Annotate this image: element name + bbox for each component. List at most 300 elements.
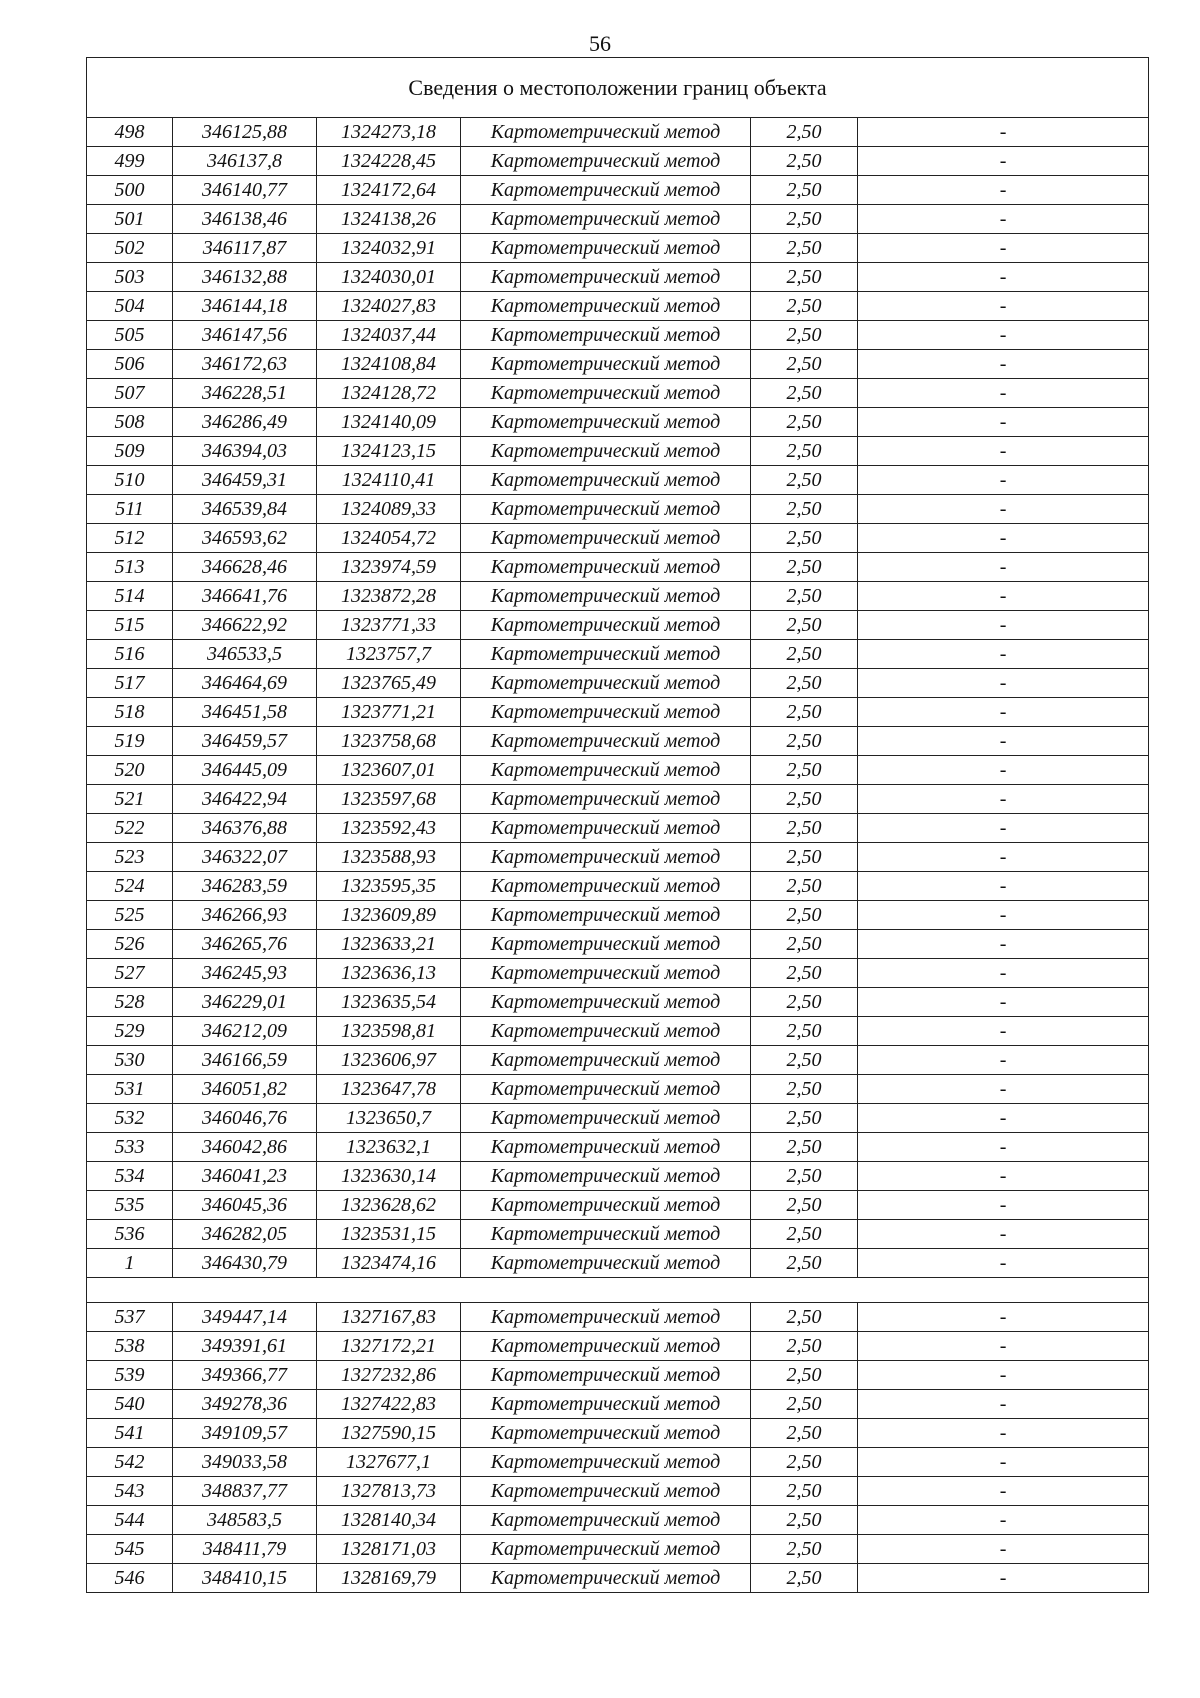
y-coordinate-cell: 1323531,15: [317, 1220, 461, 1249]
point-number-cell: 504: [87, 292, 173, 321]
accuracy-cell: 2,50: [751, 205, 858, 234]
determination-method-cell: Картометрический метод: [461, 814, 751, 843]
description-cell: -: [858, 437, 1149, 466]
y-coordinate-cell: 1323872,28: [317, 582, 461, 611]
x-coordinate-cell: 346464,69: [173, 669, 317, 698]
accuracy-cell: 2,50: [751, 814, 858, 843]
description-cell: -: [858, 466, 1149, 495]
table-row: [87, 901, 1149, 930]
determination-method-cell: Картометрический метод: [461, 1075, 751, 1104]
y-coordinate-cell: 1323606,97: [317, 1046, 461, 1075]
table-row: [87, 495, 1149, 524]
table-row: [87, 118, 1149, 147]
determination-method-cell: Картометрический метод: [461, 524, 751, 553]
accuracy-cell: 2,50: [751, 785, 858, 814]
table-row: [87, 234, 1149, 263]
x-coordinate-cell: 346451,58: [173, 698, 317, 727]
accuracy-cell: 2,50: [751, 292, 858, 321]
description-cell: -: [858, 1162, 1149, 1191]
point-number-cell: 518: [87, 698, 173, 727]
page-number: 56: [589, 31, 611, 56]
y-coordinate-cell: 1324123,15: [317, 437, 461, 466]
accuracy-cell: 2,50: [751, 988, 858, 1017]
determination-method-cell: Картометрический метод: [461, 321, 751, 350]
table-row: [87, 1133, 1149, 1162]
table-row: [87, 1303, 1149, 1332]
x-coordinate-cell: 346137,8: [173, 147, 317, 176]
accuracy-cell: 2,50: [751, 263, 858, 292]
y-coordinate-cell: 1323765,49: [317, 669, 461, 698]
table-row: [87, 669, 1149, 698]
accuracy-cell: 2,50: [751, 640, 858, 669]
y-coordinate-cell: 1323630,14: [317, 1162, 461, 1191]
y-coordinate-cell: 1324110,41: [317, 466, 461, 495]
table-row: [87, 988, 1149, 1017]
table-row: [87, 1046, 1149, 1075]
description-cell: -: [858, 350, 1149, 379]
point-number-cell: 503: [87, 263, 173, 292]
table-row: [87, 843, 1149, 872]
x-coordinate-cell: 349391,61: [173, 1332, 317, 1361]
description-cell: -: [858, 118, 1149, 147]
y-coordinate-cell: 1323633,21: [317, 930, 461, 959]
determination-method-cell: Картометрический метод: [461, 1249, 751, 1278]
table-row: [87, 872, 1149, 901]
accuracy-cell: 2,50: [751, 553, 858, 582]
determination-method-cell: Картометрический метод: [461, 959, 751, 988]
description-cell: -: [858, 1448, 1149, 1477]
x-coordinate-cell: 346593,62: [173, 524, 317, 553]
table-row: [87, 147, 1149, 176]
boundary-coordinates-table: [86, 57, 1149, 1593]
determination-method-cell: Картометрический метод: [461, 640, 751, 669]
y-coordinate-cell: 1323628,62: [317, 1191, 461, 1220]
y-coordinate-cell: 1323650,7: [317, 1104, 461, 1133]
determination-method-cell: Картометрический метод: [461, 379, 751, 408]
description-cell: -: [858, 1390, 1149, 1419]
point-number-cell: 514: [87, 582, 173, 611]
accuracy-cell: 2,50: [751, 1361, 858, 1390]
accuracy-cell: 2,50: [751, 1535, 858, 1564]
point-number-cell: 499: [87, 147, 173, 176]
table-title-row: [87, 58, 1149, 118]
y-coordinate-cell: 1323757,7: [317, 640, 461, 669]
y-coordinate-cell: 1324140,09: [317, 408, 461, 437]
determination-method-cell: Картометрический метод: [461, 1477, 751, 1506]
y-coordinate-cell: 1328171,03: [317, 1535, 461, 1564]
y-coordinate-cell: 1324032,91: [317, 234, 461, 263]
table-row: [87, 1017, 1149, 1046]
table-row: [87, 611, 1149, 640]
x-coordinate-cell: 346147,56: [173, 321, 317, 350]
point-number-cell: 519: [87, 727, 173, 756]
x-coordinate-cell: 346459,31: [173, 466, 317, 495]
x-coordinate-cell: 346622,92: [173, 611, 317, 640]
x-coordinate-cell: 346051,82: [173, 1075, 317, 1104]
point-number-cell: 521: [87, 785, 173, 814]
y-coordinate-cell: 1327422,83: [317, 1390, 461, 1419]
x-coordinate-cell: 346125,88: [173, 118, 317, 147]
table-row: [87, 1361, 1149, 1390]
point-number-cell: 543: [87, 1477, 173, 1506]
description-cell: -: [858, 669, 1149, 698]
description-cell: -: [858, 1220, 1149, 1249]
table-row: [87, 1220, 1149, 1249]
y-coordinate-cell: 1323592,43: [317, 814, 461, 843]
description-cell: -: [858, 1075, 1149, 1104]
x-coordinate-cell: 346322,07: [173, 843, 317, 872]
determination-method-cell: Картометрический метод: [461, 785, 751, 814]
point-number-cell: 540: [87, 1390, 173, 1419]
table-row: [87, 292, 1149, 321]
point-number-cell: 509: [87, 437, 173, 466]
accuracy-cell: 2,50: [751, 1075, 858, 1104]
point-number-cell: 544: [87, 1506, 173, 1535]
table-row: [87, 698, 1149, 727]
determination-method-cell: Картометрический метод: [461, 872, 751, 901]
accuracy-cell: 2,50: [751, 1162, 858, 1191]
y-coordinate-cell: 1324128,72: [317, 379, 461, 408]
determination-method-cell: Картометрический метод: [461, 408, 751, 437]
description-cell: -: [858, 959, 1149, 988]
x-coordinate-cell: 346283,59: [173, 872, 317, 901]
determination-method-cell: Картометрический метод: [461, 1104, 751, 1133]
y-coordinate-cell: 1323758,68: [317, 727, 461, 756]
accuracy-cell: 2,50: [751, 669, 858, 698]
table-row: [87, 1419, 1149, 1448]
description-cell: -: [858, 1191, 1149, 1220]
description-cell: -: [858, 1535, 1149, 1564]
y-coordinate-cell: 1324228,45: [317, 147, 461, 176]
table-row: [87, 727, 1149, 756]
determination-method-cell: Картометрический метод: [461, 147, 751, 176]
y-coordinate-cell: 1323595,35: [317, 872, 461, 901]
point-number-cell: 542: [87, 1448, 173, 1477]
determination-method-cell: Картометрический метод: [461, 698, 751, 727]
y-coordinate-cell: 1327172,21: [317, 1332, 461, 1361]
accuracy-cell: 2,50: [751, 1104, 858, 1133]
accuracy-cell: 2,50: [751, 466, 858, 495]
accuracy-cell: 2,50: [751, 959, 858, 988]
y-coordinate-cell: 1323632,1: [317, 1133, 461, 1162]
accuracy-cell: 2,50: [751, 1133, 858, 1162]
accuracy-cell: 2,50: [751, 1191, 858, 1220]
determination-method-cell: Картометрический метод: [461, 1506, 751, 1535]
y-coordinate-cell: 1328140,34: [317, 1506, 461, 1535]
x-coordinate-cell: 346376,88: [173, 814, 317, 843]
accuracy-cell: 2,50: [751, 234, 858, 263]
point-number-cell: 498: [87, 118, 173, 147]
determination-method-cell: Картометрический метод: [461, 1419, 751, 1448]
determination-method-cell: Картометрический метод: [461, 118, 751, 147]
determination-method-cell: Картометрический метод: [461, 1191, 751, 1220]
point-number-cell: 531: [87, 1075, 173, 1104]
x-coordinate-cell: 349366,77: [173, 1361, 317, 1390]
determination-method-cell: Картометрический метод: [461, 1361, 751, 1390]
x-coordinate-cell: 346172,63: [173, 350, 317, 379]
accuracy-cell: 2,50: [751, 582, 858, 611]
y-coordinate-cell: 1324027,83: [317, 292, 461, 321]
point-number-cell: 505: [87, 321, 173, 350]
accuracy-cell: 2,50: [751, 176, 858, 205]
determination-method-cell: Картометрический метод: [461, 901, 751, 930]
description-cell: -: [858, 1361, 1149, 1390]
determination-method-cell: Картометрический метод: [461, 553, 751, 582]
accuracy-cell: 2,50: [751, 1220, 858, 1249]
y-coordinate-cell: 1324273,18: [317, 118, 461, 147]
x-coordinate-cell: 346422,94: [173, 785, 317, 814]
point-number-cell: 524: [87, 872, 173, 901]
y-coordinate-cell: 1323588,93: [317, 843, 461, 872]
description-cell: -: [858, 1477, 1149, 1506]
determination-method-cell: Картометрический метод: [461, 1332, 751, 1361]
point-number-cell: 537: [87, 1303, 173, 1332]
description-cell: -: [858, 176, 1149, 205]
description-cell: -: [858, 1564, 1149, 1593]
y-coordinate-cell: 1323474,16: [317, 1249, 461, 1278]
y-coordinate-cell: 1323771,21: [317, 698, 461, 727]
y-coordinate-cell: 1324037,44: [317, 321, 461, 350]
table-row: [87, 524, 1149, 553]
y-coordinate-cell: 1327813,73: [317, 1477, 461, 1506]
x-coordinate-cell: 346046,76: [173, 1104, 317, 1133]
accuracy-cell: 2,50: [751, 1477, 858, 1506]
x-coordinate-cell: 346166,59: [173, 1046, 317, 1075]
determination-method-cell: Картометрический метод: [461, 1017, 751, 1046]
accuracy-cell: 2,50: [751, 118, 858, 147]
description-cell: -: [858, 640, 1149, 669]
x-coordinate-cell: 346140,77: [173, 176, 317, 205]
y-coordinate-cell: 1327232,86: [317, 1361, 461, 1390]
x-coordinate-cell: 346459,57: [173, 727, 317, 756]
description-cell: -: [858, 814, 1149, 843]
point-number-cell: 517: [87, 669, 173, 698]
accuracy-cell: 2,50: [751, 756, 858, 785]
accuracy-cell: 2,50: [751, 1448, 858, 1477]
x-coordinate-cell: 346042,86: [173, 1133, 317, 1162]
table-row: [87, 1104, 1149, 1133]
point-number-cell: 511: [87, 495, 173, 524]
x-coordinate-cell: 346533,5: [173, 640, 317, 669]
description-cell: -: [858, 727, 1149, 756]
point-number-cell: 534: [87, 1162, 173, 1191]
determination-method-cell: Картометрический метод: [461, 843, 751, 872]
x-coordinate-cell: 349033,58: [173, 1448, 317, 1477]
point-number-cell: 525: [87, 901, 173, 930]
x-coordinate-cell: 346430,79: [173, 1249, 317, 1278]
description-cell: -: [858, 1506, 1149, 1535]
point-number-cell: 510: [87, 466, 173, 495]
x-coordinate-cell: 346132,88: [173, 263, 317, 292]
determination-method-cell: Картометрический метод: [461, 1448, 751, 1477]
point-number-cell: 536: [87, 1220, 173, 1249]
accuracy-cell: 2,50: [751, 1017, 858, 1046]
description-cell: -: [858, 495, 1149, 524]
y-coordinate-cell: 1323636,13: [317, 959, 461, 988]
point-number-cell: 535: [87, 1191, 173, 1220]
description-cell: -: [858, 1133, 1149, 1162]
table-body: [87, 58, 1149, 1593]
determination-method-cell: Картометрический метод: [461, 350, 751, 379]
x-coordinate-cell: 346266,93: [173, 901, 317, 930]
description-cell: -: [858, 872, 1149, 901]
y-coordinate-cell: 1327167,83: [317, 1303, 461, 1332]
point-number-cell: 507: [87, 379, 173, 408]
point-number-cell: 545: [87, 1535, 173, 1564]
description-cell: -: [858, 292, 1149, 321]
table-row: [87, 959, 1149, 988]
accuracy-cell: 2,50: [751, 901, 858, 930]
description-cell: -: [858, 321, 1149, 350]
table-row: [87, 263, 1149, 292]
y-coordinate-cell: 1324108,84: [317, 350, 461, 379]
accuracy-cell: 2,50: [751, 698, 858, 727]
accuracy-cell: 2,50: [751, 843, 858, 872]
y-coordinate-cell: 1323635,54: [317, 988, 461, 1017]
point-number-cell: 530: [87, 1046, 173, 1075]
accuracy-cell: 2,50: [751, 495, 858, 524]
accuracy-cell: 2,50: [751, 1046, 858, 1075]
point-number-cell: 529: [87, 1017, 173, 1046]
x-coordinate-cell: 346229,01: [173, 988, 317, 1017]
description-cell: -: [858, 698, 1149, 727]
determination-method-cell: Картометрический метод: [461, 727, 751, 756]
table-row: [87, 321, 1149, 350]
contour-separator-cell: [87, 1278, 1149, 1303]
description-cell: -: [858, 843, 1149, 872]
y-coordinate-cell: 1323771,33: [317, 611, 461, 640]
x-coordinate-cell: 349278,36: [173, 1390, 317, 1419]
table-row: [87, 640, 1149, 669]
y-coordinate-cell: 1324138,26: [317, 205, 461, 234]
y-coordinate-cell: 1324030,01: [317, 263, 461, 292]
point-number-cell: 506: [87, 350, 173, 379]
table-title: Сведения о местоположении границ объекта: [87, 58, 1149, 118]
accuracy-cell: 2,50: [751, 524, 858, 553]
accuracy-cell: 2,50: [751, 1506, 858, 1535]
x-coordinate-cell: 346245,93: [173, 959, 317, 988]
determination-method-cell: Картометрический метод: [461, 1303, 751, 1332]
y-coordinate-cell: 1323974,59: [317, 553, 461, 582]
table-row: [87, 1535, 1149, 1564]
x-coordinate-cell: 346445,09: [173, 756, 317, 785]
accuracy-cell: 2,50: [751, 350, 858, 379]
y-coordinate-cell: 1328169,79: [317, 1564, 461, 1593]
accuracy-cell: 2,50: [751, 930, 858, 959]
table-row: [87, 930, 1149, 959]
description-cell: -: [858, 756, 1149, 785]
y-coordinate-cell: 1323607,01: [317, 756, 461, 785]
description-cell: -: [858, 1104, 1149, 1133]
description-cell: -: [858, 1419, 1149, 1448]
accuracy-cell: 2,50: [751, 1249, 858, 1278]
table-row: [87, 1506, 1149, 1535]
table-row: [87, 1162, 1149, 1191]
determination-method-cell: Картометрический метод: [461, 582, 751, 611]
determination-method-cell: Картометрический метод: [461, 1046, 751, 1075]
point-number-cell: 501: [87, 205, 173, 234]
table-row: [87, 1564, 1149, 1593]
y-coordinate-cell: 1327590,15: [317, 1419, 461, 1448]
table-row: [87, 1477, 1149, 1506]
point-number-cell: 516: [87, 640, 173, 669]
point-number-cell: 532: [87, 1104, 173, 1133]
table-row: [87, 205, 1149, 234]
table-row: [87, 408, 1149, 437]
point-number-cell: 523: [87, 843, 173, 872]
y-coordinate-cell: 1323597,68: [317, 785, 461, 814]
determination-method-cell: Картометрический метод: [461, 930, 751, 959]
table-row: [87, 814, 1149, 843]
accuracy-cell: 2,50: [751, 1564, 858, 1593]
point-number-cell: 533: [87, 1133, 173, 1162]
x-coordinate-cell: 346117,87: [173, 234, 317, 263]
y-coordinate-cell: 1323598,81: [317, 1017, 461, 1046]
determination-method-cell: Картометрический метод: [461, 205, 751, 234]
point-number-cell: 526: [87, 930, 173, 959]
accuracy-cell: 2,50: [751, 147, 858, 176]
description-cell: -: [858, 1249, 1149, 1278]
x-coordinate-cell: 346138,46: [173, 205, 317, 234]
x-coordinate-cell: 348583,5: [173, 1506, 317, 1535]
description-cell: -: [858, 901, 1149, 930]
description-cell: -: [858, 1303, 1149, 1332]
description-cell: -: [858, 582, 1149, 611]
description-cell: -: [858, 234, 1149, 263]
description-cell: -: [858, 611, 1149, 640]
determination-method-cell: Картометрический метод: [461, 437, 751, 466]
description-cell: -: [858, 785, 1149, 814]
x-coordinate-cell: 346144,18: [173, 292, 317, 321]
x-coordinate-cell: 346212,09: [173, 1017, 317, 1046]
accuracy-cell: 2,50: [751, 611, 858, 640]
x-coordinate-cell: 346265,76: [173, 930, 317, 959]
table-row: [87, 1390, 1149, 1419]
description-cell: -: [858, 524, 1149, 553]
point-number-cell: 1: [87, 1249, 173, 1278]
description-cell: -: [858, 988, 1149, 1017]
accuracy-cell: 2,50: [751, 321, 858, 350]
accuracy-cell: 2,50: [751, 1419, 858, 1448]
determination-method-cell: Картометрический метод: [461, 234, 751, 263]
determination-method-cell: Картометрический метод: [461, 263, 751, 292]
description-cell: -: [858, 205, 1149, 234]
x-coordinate-cell: 346045,36: [173, 1191, 317, 1220]
point-number-cell: 502: [87, 234, 173, 263]
x-coordinate-cell: 348411,79: [173, 1535, 317, 1564]
table-row: [87, 350, 1149, 379]
point-number-cell: 508: [87, 408, 173, 437]
point-number-cell: 513: [87, 553, 173, 582]
description-cell: -: [858, 408, 1149, 437]
determination-method-cell: Картометрический метод: [461, 1535, 751, 1564]
determination-method-cell: Картометрический метод: [461, 176, 751, 205]
determination-method-cell: Картометрический метод: [461, 495, 751, 524]
point-number-cell: 541: [87, 1419, 173, 1448]
accuracy-cell: 2,50: [751, 872, 858, 901]
x-coordinate-cell: 349447,14: [173, 1303, 317, 1332]
determination-method-cell: Картометрический метод: [461, 669, 751, 698]
accuracy-cell: 2,50: [751, 727, 858, 756]
x-coordinate-cell: 348837,77: [173, 1477, 317, 1506]
table-row: [87, 553, 1149, 582]
table-row: [87, 756, 1149, 785]
description-cell: -: [858, 930, 1149, 959]
table-row: [87, 1448, 1149, 1477]
accuracy-cell: 2,50: [751, 408, 858, 437]
accuracy-cell: 2,50: [751, 1303, 858, 1332]
table-row: [87, 379, 1149, 408]
